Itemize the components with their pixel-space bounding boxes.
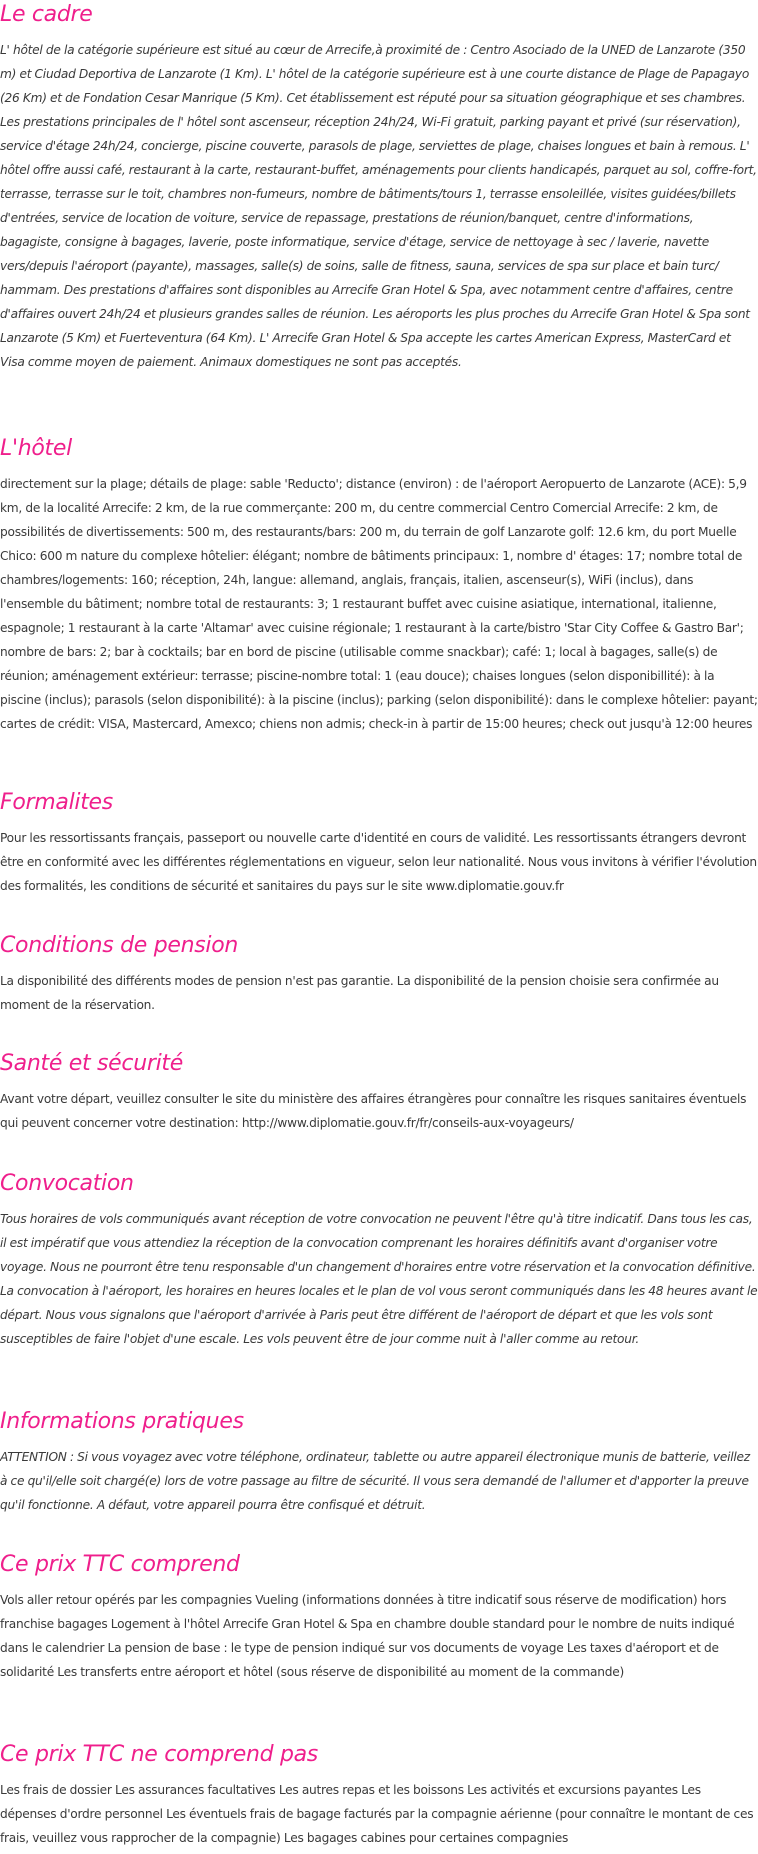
section-title: Le cadre	[0, 2, 93, 27]
section-title: Ce prix TTC comprend	[0, 1552, 240, 1577]
section-title: Informations pratiques	[0, 1409, 244, 1434]
section-body: Tous horaires de vols communiqués avant réception de votre convocation ne peuvent l'être qu'à titre indicatif. Dans tous les cas, il est impératif que vous attendiez la réception de la convocation comprenant les horaires définitifs avant d'organiser votre voyage. Nous ne pourront être tenu responsable d'un changement d'horaires entre votre réservation et la convocation définitive. La convocation à l'aéroport, les horaires en heures locales et le plan de vol vous seront communiqués dans les 48 heures avant le départ. Nous vous signalons que l'aéroport d'arrivée à Paris peut être différent de l'aéroport de départ et que les vols sont susceptibles de faire l'objet d'une escale. Les vols peuvent être de jour comme nuit à l'aller comme au retour.	[0, 1212, 758, 1346]
section-informations-pratiques	[0, 1407, 758, 1550]
section-conditions-de-pension	[0, 931, 758, 1049]
section-title: Conditions de pension	[0, 933, 239, 958]
section-sante-et-securite	[0, 1049, 758, 1169]
section-l-hotel	[0, 434, 758, 788]
section-body: Les frais de dossier Les assurances facultatives Les autres repas et les boissons Les activités et excursions payantes Les dépenses d'ordre personnel Les éventuels frais de bagage facturés par la compagnie aérienne (pour connaître le montant de ces frais, veuillez vous rapprocher de la compagnie) Les bagages cabines pour certaines compagnies	[0, 1783, 754, 1845]
section-title: Ce prix TTC ne comprend pas	[0, 1742, 318, 1767]
section-title: Formalites	[0, 790, 113, 815]
section-body: L' hôtel de la catégorie supérieure est situé au cœur de Arrecife,à proximité de : Centro Asociado de la UNED de Lanzarote (350 m) et Ciudad Deportiva de Lanzarote (1 Km). L' hôtel de la catégorie supérieure est à une courte distance de Plage de Papagayo (26 Km) et de Fondation Cesar Manrique (5 Km). Cet établissement est réputé pour sa situation géographique et ses chambres. Les prestations principales de l' hôtel sont ascenseur, réception 24h/24, Wi-Fi gratuit, parking payant et privé (sur réservation), service d'étage 24h/24, concierge, piscine couverte, parasols de plage, serviettes de plage, chaises longues et bain à remous. L' hôtel offre aussi café, restaurant à la carte, restaurant-buffet, aménagements pour clients handicapés, parquet au sol, coffre-fort, terrasse, terrasse sur le toit, chambres non-fumeurs, nombre de bâtiments/tours 1, terrasse ensoleillée, visites guidées/billets d'entrées, service de location de voiture, service de repassage, prestations de réunion/banquet, centre d'informations, bagagiste, consigne à bagages, laverie, poste informatique, service d'étage, service de nettoyage à sec / laverie, navette vers/depuis l'aéroport (payante), massages, salle(s) de soins, salle de fitness, sauna, services de spa sur place et bain turc/ hammam. Des prestations d'affaires sont disponibles au Arrecife Gran Hotel & Spa, avec notamment centre d'affaires, centre d'affaires ouvert 24h/24 et plusieurs grandes salles de réunion. Les aéroports les plus proches du Arrecife Gran Hotel & Spa sont Lanzarote (5 Km) et Fuerteventura (64 Km). L' Arrecife Gran Hotel & Spa accepte les cartes American Express, MasterCard et Visa comme moyen de paiement. Animaux domestiques ne sont pas acceptés.	[0, 43, 757, 369]
section-title: Santé et sécurité	[0, 1051, 183, 1076]
section-body: Avant votre départ, veuillez consulter le site du ministère des affaires étrangères pour connaître les risques sanitaires éventuels qui peuvent concerner votre destination: http://www.diplomatie.gouv.fr/fr/conseils-aux-voyageurs/	[0, 1092, 747, 1130]
section-prix-ne-comprend-pas	[0, 1740, 758, 1854]
section-body: La disponibilité des différents modes de pension n'est pas garantie. La disponibilité de la pension choisie sera confirmée au moment de la réservation.	[0, 974, 719, 1012]
section-title: Convocation	[0, 1171, 134, 1196]
section-body: Vols aller retour opérés par les compagnies Vueling (informations données à titre indicatif sous réserve de modification) hors franchise bagages Logement à l'hôtel Arrecife Gran Hotel & Spa en chambre double standard pour le nombre de nuits indiqué dans le calendrier La pension de base : le type de pension indiqué sur vos documents de voyage Les taxes d'aéroport et de solidarité Les transferts entre aéroport et hôtel (sous réserve de disponibilité au moment de la commande)	[0, 1593, 735, 1679]
section-prix-comprend	[0, 1550, 758, 1740]
section-le-cadre	[0, 0, 758, 434]
section-body: ATTENTION : Si vous voyagez avec votre téléphone, ordinateur, tablette ou autre appareil électronique munis de batterie, veillez à ce qu'il/elle soit chargé(e) lors de votre passage au filtre de sécurité. Il vous sera demandé de l'allumer et d'apporter la preuve qu'il fonctionne. A défaut, votre appareil pourra être confisqué et détruit.	[0, 1450, 750, 1512]
section-formalites	[0, 788, 758, 931]
section-convocation	[0, 1169, 758, 1407]
section-body: Pour les ressortissants français, passeport ou nouvelle carte d'identité en cours de validité. Les ressortissants étrangers devront être en conformité avec les différentes réglementations en vigueur, selon leur nationalité. Nous vous invitons à vérifier l'évolution des formalités, les conditions de sécurité et sanitaires du pays sur le site www.diplomatie.gouv.fr	[0, 831, 757, 893]
section-body: directement sur la plage; détails de plage: sable 'Reducto'; distance (environ) : de l'aéroport Aeropuerto de Lanzarote (ACE): 5,9 km, de la localité Arrecife: 2 km, de la rue commerçante: 200 m, du centre commercial Centro Comercial Arrecife: 2 km, de possibilités de divertissements: 500 m, des restaurants/bars: 200 m, du terrain de golf Lanzarote golf: 12.6 km, du port Muelle Chico: 600 m nature du complexe hôtelier: élégant; nombre de bâtiments principaux: 1, nombre d' étages: 17; nombre total de chambres/logements: 160; réception, 24h, langue: allemand, anglais, français, italien, ascenseur(s), WiFi (inclus), dans l'ensemble du bâtiment; nombre total de restaurants: 3; 1 restaurant buffet avec cuisine asiatique, international, italienne, espagnole; 1 restaurant à la carte 'Altamar' avec cuisine régionale; 1 restaurant à la carte/bistro 'Star City Coffee & Gastro Bar'; nombre de bars: 2; bar à cocktails; bar en bord de piscine (utilisable comme snackbar); café: 1; local à bagages, salle(s) de réunion; aménagement extérieur: terrasse; piscine-nombre total: 1 (eau douce); chaises longues (selon disponibillité): à la piscine (inclus); parasols (selon disponibilité): à la piscine (inclus); parking (selon disponibilité): dans le complexe hôtelier: payant; cartes de crédit: VISA, Mastercard, Amexco; chiens non admis; check-in à partir de 15:00 heures; check out jusqu'à 12:00 heures	[0, 477, 758, 731]
section-title: L'hôtel	[0, 436, 72, 461]
